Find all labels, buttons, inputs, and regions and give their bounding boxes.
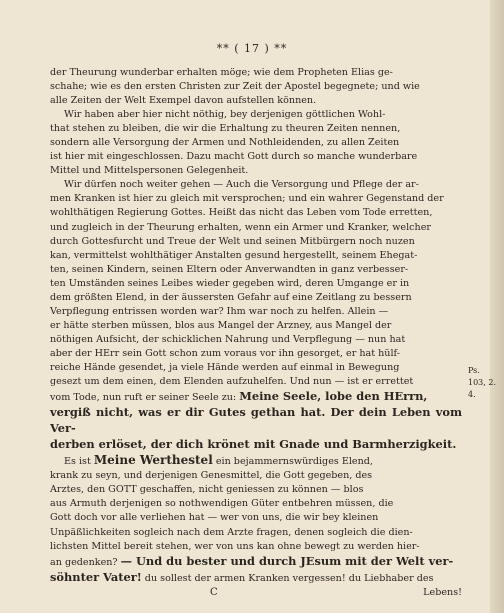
text-body xyxy=(50,66,462,600)
line: aber der HErr sein Gott schon zum voraus vor ihn gesorget, er hat hülf- xyxy=(50,347,401,359)
line: aus Armuth derjenigen so nothwendigen Güter entbehren müssen, die xyxy=(50,498,394,510)
line: vom Tode, nun ruft er seiner Seele zu: xyxy=(50,392,237,404)
paragraph-1 xyxy=(50,66,462,108)
line: dem größten Elend, in der äussersten Gefahr auf eine Zeitlang zu bessern xyxy=(50,291,412,303)
line: Wir haben aber hier nicht nöthig, bey derjenigen göttlichen Wohl- xyxy=(64,109,386,121)
emphasis: söhnter Vater! xyxy=(50,569,142,584)
line: Arztes, den GOTT geschaffen, nicht geniessen zu können — blos xyxy=(50,484,364,496)
line: du sollest der armen Kranken vergessen! du Liebhaber des xyxy=(144,572,434,584)
line: kan, vermittelst wohlthätiger Anstalten gesund hergestellt, seinem Ehegat- xyxy=(50,249,418,261)
emphasis: Meine Werthestel xyxy=(93,453,213,468)
line: Mittel und Mittelspersonen Gelegenheit. xyxy=(50,165,249,177)
emphasis: Meine Seele, lobe den HErrn, xyxy=(239,389,428,404)
margin-reference: Ps. 103, 2. 4. xyxy=(468,366,496,399)
line: Unpäßlichkeiten sogleich nach dem Arzte fragen, denen sogleich die dien- xyxy=(50,526,413,538)
emphasis: vergiß nicht, was er dir Gutes gethan hat. Der dein Leben vom Ver- xyxy=(50,405,462,436)
line-rest: ein bejammernswürdiges Elend, xyxy=(215,456,373,468)
line: durch Gottesfurcht und Treue der Welt und seinen Mitbürgern noch nuzen xyxy=(50,235,415,247)
line: ten Umständen seines Leibes wieder gegeben wird, deren Umgange er in xyxy=(50,277,410,289)
line: wohlthätigen Regierung Gottes. Heißt das nicht das Leben vom Tode erretten, xyxy=(50,207,433,219)
line: nöthigen Aufsicht, der schicklichen Nahrung und Verpflegung — nun hat xyxy=(50,333,406,345)
line: er hätte sterben müssen, blos aus Mangel der Arzney, aus Mangel der xyxy=(50,319,392,331)
line: men Kranken ist hier zu gleich mit versprochen; und ein wahrer Gegenstand der xyxy=(50,193,444,205)
line: und zugleich in der Theurung erhalten, wenn ein Armer und Kranker, welcher xyxy=(50,221,431,233)
paragraph-4 xyxy=(50,453,462,585)
page-header: ** ( 17 ) ** xyxy=(216,42,288,55)
line: an gedenken? xyxy=(50,556,118,568)
line: Wir dürfen noch weiter gehen — Auch die Versorgung und Pflege der ar- xyxy=(64,179,419,191)
line: sondern alle Versorgung der Armen und Nothleidenden, zu allen Zeiten xyxy=(50,137,400,149)
line: Verpflegung entrissen worden war? Ihm war noch zu helfen. Allein — xyxy=(50,305,389,317)
emphasis: derben erlöset, der dich krönet mit Gnade und Barmherzigkeit. xyxy=(50,437,457,452)
page-edge-shadow xyxy=(490,0,504,613)
line: Gott doch vor alle verliehen hat — wer von uns, die wir bey kleinen xyxy=(50,512,379,524)
paragraph-3 xyxy=(50,178,462,453)
line: that stehen zu bleiben, die wir die Erhaltung zu theuren Zeiten nennen, xyxy=(50,123,401,135)
line: alle Zeiten der Welt Exempel davon aufstellen können. xyxy=(50,95,317,107)
paragraph-2 xyxy=(50,108,462,178)
line-start: Es ist xyxy=(64,456,91,468)
line-end: Lebens! xyxy=(423,586,462,598)
line: ist hier mit eingeschlossen. Dazu macht Gott durch so manche wunderbare xyxy=(50,151,418,163)
line: krank zu seyn, und derjenigen Genesmittel, die Gott gegeben, des xyxy=(50,470,373,482)
line: ten, seinen Kindern, seinen Eltern oder Anverwandten in ganz verbesser- xyxy=(50,263,409,275)
emphasis: — Und du bester und durch JEsum mit der Welt ver- xyxy=(120,553,454,568)
line: der Theurung wunderbar erhalten möge; wie dem Propheten Elias ge- xyxy=(50,67,393,78)
line: reiche Hände gesendet, ja viele Hände werden auf einmal in Bewegung xyxy=(50,361,400,373)
catchword-row xyxy=(50,586,462,600)
line: gesezt um dem einen, dem Elenden aufzuhelfen. Und nun — ist er errettet xyxy=(50,376,414,388)
line: schahe; wie es den ersten Christen zur Zeit der Apostel begegnete; und wie xyxy=(50,81,420,93)
catchword: C xyxy=(210,586,218,598)
line: lichsten Mittel bereit stehen, wer von uns kan ohne bewegt zu werden hier- xyxy=(50,540,420,552)
